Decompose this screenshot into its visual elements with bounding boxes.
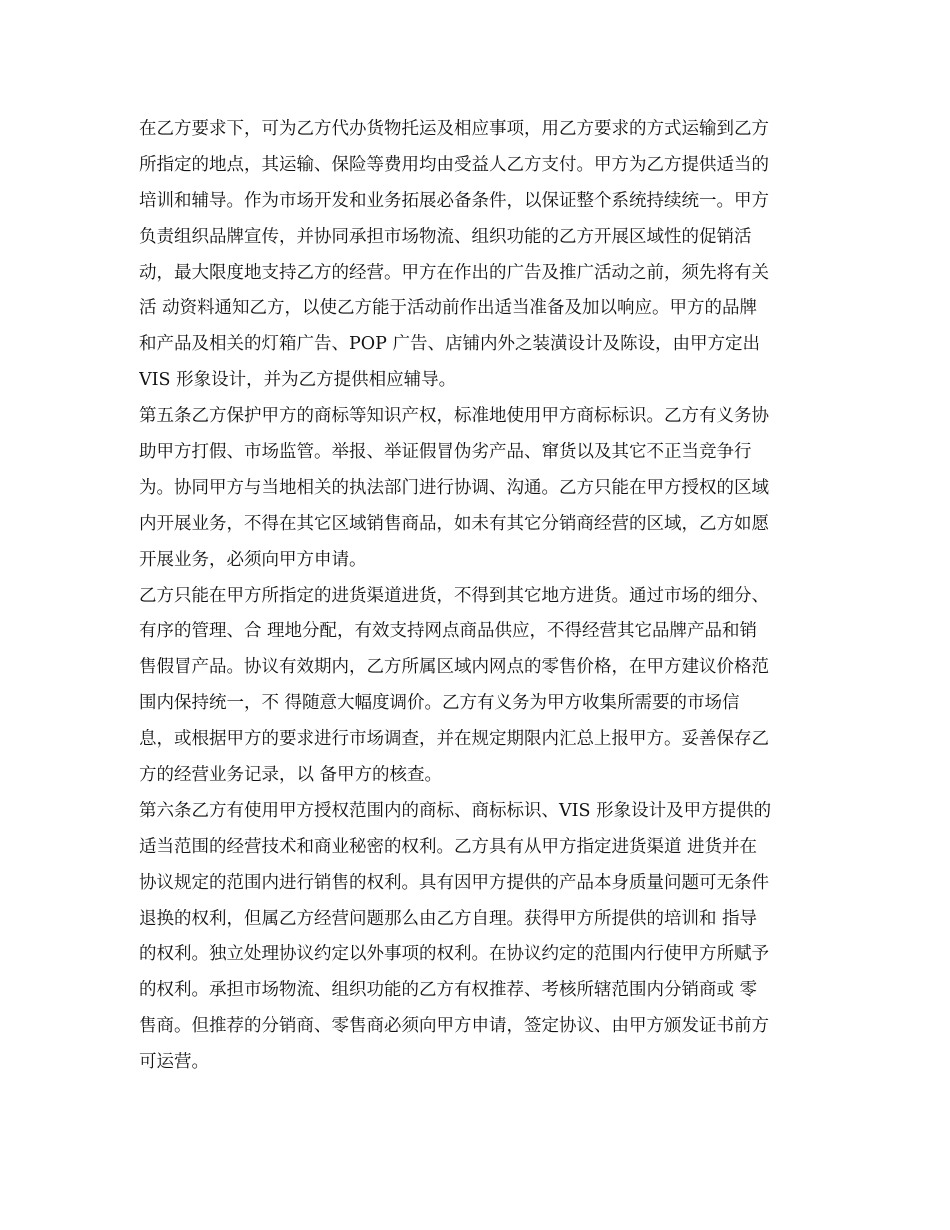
text-line: 动，最大限度地支持乙方的经营。甲方在作出的广告及推广活动之前，须先将有关 <box>139 262 769 283</box>
text-line: 的权利。承担市场物流、组织功能的乙方有权推荐、考核所辖范围内分销商或 零 <box>139 980 758 1001</box>
text-line: 适当范围的经营技术和商业秘密的权利。乙方具有从甲方指定进货渠道 进货并在 <box>139 836 758 857</box>
text-line: 围内保持统一，不 得随意大幅度调价。乙方有义务为甲方收集所需要的市场信 <box>139 693 740 714</box>
text-line: 所指定的地点，其运输、保险等费用均由受益人乙方支付。甲方为乙方提供适当的 <box>139 154 769 175</box>
text-line: 第五条乙方保护甲方的商标等知识产权，标准地使用甲方商标标识。乙方有义务协 <box>139 406 769 427</box>
text-line: 的权利。独立处理协议约定以外事项的权利。在协议约定的范围内行使甲方所赋予 <box>139 944 769 965</box>
text-line: 方的经营业务记录，以 备甲方的核查。 <box>139 765 443 786</box>
text-line: VIS 形象设计，并为乙方提供相应辅导。 <box>139 370 457 391</box>
text-line: 第六条乙方有使用甲方授权范围内的商标、商标标识、VIS 形象设计及甲方提供的 <box>139 800 772 821</box>
text-line: 退换的权利，但属乙方经营问题那么由乙方自理。获得甲方所提供的培训和 指导 <box>139 908 758 929</box>
text-line: 和产品及相关的灯箱广告、POP 广告、店铺内外之装潢设计及陈设，由甲方定出 <box>139 334 760 355</box>
text-line: 培训和辅导。作为市场开发和业务拓展必备条件，以保证整个系统持续统一。甲方 <box>139 190 769 211</box>
text-line: 负责组织品牌宣传，并协同承担市场物流、组织功能的乙方开展区域性的促销活 <box>139 226 752 247</box>
text-line: 开展业务，必须向甲方申请。 <box>139 549 367 570</box>
document-body <box>139 112 815 1081</box>
text-line: 售假冒产品。协议有效期内，乙方所属区域内网点的零售价格，在甲方建议价格范 <box>139 657 769 678</box>
text-line: 活 动资料通知乙方，以使乙方能于活动前作出适当准备及加以响应。甲方的品牌 <box>139 298 758 319</box>
text-line: 为。协同甲方与当地相关的执法部门进行协调、沟通。乙方只能在甲方授权的区域 <box>139 477 769 498</box>
text-line: 协议规定的范围内进行销售的权利。具有因甲方提供的产品本身质量问题可无条件 <box>139 872 769 893</box>
text-line: 助甲方打假、市场监管。举报、举证假冒伪劣产品、窜货以及其它不正当竞争行 <box>139 442 752 463</box>
text-line: 乙方只能在甲方所指定的进货渠道进货，不得到其它地方进货。通过市场的细分、 <box>139 585 769 606</box>
text-line: 内开展业务，不得在其它区域销售商品，如未有其它分销商经营的区域，乙方如愿 <box>139 513 769 534</box>
text-line: 可运营。 <box>139 1052 209 1073</box>
text-line: 有序的管理、合 理地分配，有效支持网点商品供应，不得经营其它品牌产品和销 <box>139 621 758 642</box>
text-line: 售商。但推荐的分销商、零售商必须向甲方申请，签定协议、由甲方颁发证书前方 <box>139 1016 769 1037</box>
text-line: 在乙方要求下，可为乙方代办货物托运及相应事项，用乙方要求的方式运输到乙方 <box>139 119 769 139</box>
text-line: 息，或根据甲方的要求进行市场调查，并在规定期限内汇总上报甲方。妥善保存乙 <box>139 729 769 750</box>
